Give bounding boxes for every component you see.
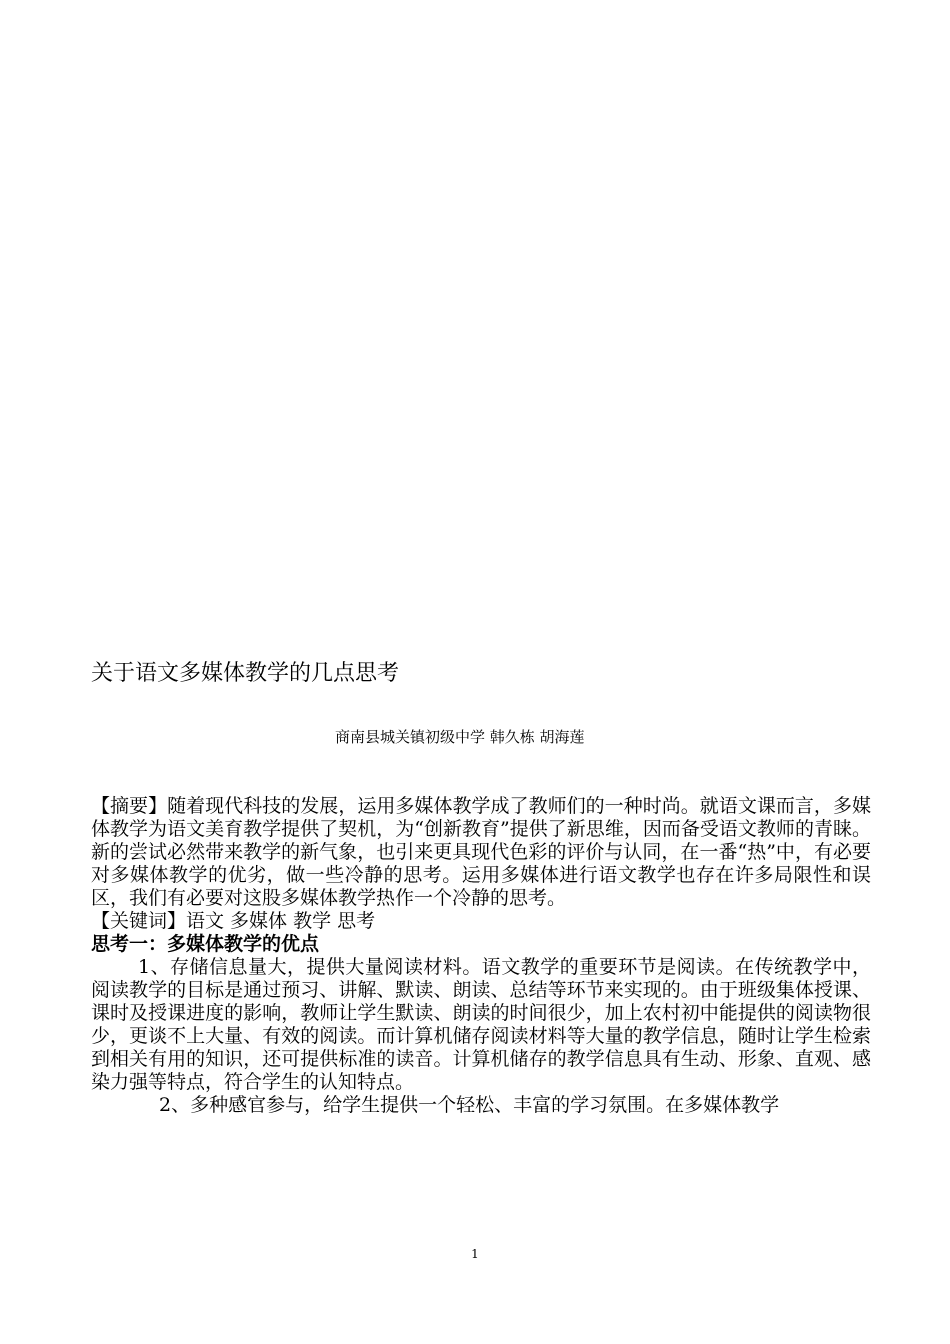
page-number: 1 xyxy=(471,1247,479,1261)
section-heading: 思考一：多媒体教学的优点 xyxy=(91,933,320,955)
document-body xyxy=(91,795,871,1117)
keywords-line: 【关键词】语文 多媒体 教学 思考 xyxy=(91,910,376,932)
author-line: 商南县城关镇初级中学 韩久栋 胡海莲 xyxy=(335,728,585,746)
abstract-paragraph: 【摘要】随着现代科技的发展，运用多媒体教学成了教师们的一种时尚。就语文课而言，多媒体教学为语文美育教学提供了契机，为“创新教育”提供了新思维，因而备受语文教师的青睐。新的尝试必然带来教学的新气象，也引来更具现代色彩的评价与认同，在一番“热”中，有必要对多媒体教学的优劣，做一些冷静的思考。运用多媒体进行语文教学也存在许多局限性和误区，我们有必要对这股多媒体教学热作一个冷静的思考。 xyxy=(91,795,871,909)
document-title: 关于语文多媒体教学的几点思考 xyxy=(91,661,400,686)
body-paragraph: 1、存储信息量大，提供大量阅读材料。语文教学的重要环节是阅读。在传统教学中，阅读教学的目标是通过预习、讲解、默读、朗读、总结等环节来实现的。由于班级集体授课、课时及授课进度的影响，教师让学生默读、朗读的时间很少，加上农村初中能提供的阅读物很少，更谈不上大量、有效的阅读。而计算机储存阅读材料等大量的教学信息，随时让学生检索到相关有用的知识，还可提供标准的读音。计算机储存的教学信息具有生动、形象、直观、感染力强等特点，符合学生的认知特点。 xyxy=(91,956,871,1093)
body-paragraph: 2、多种感官参与，给学生提供一个轻松、丰富的学习氛围。在多媒体教学 xyxy=(159,1094,780,1116)
